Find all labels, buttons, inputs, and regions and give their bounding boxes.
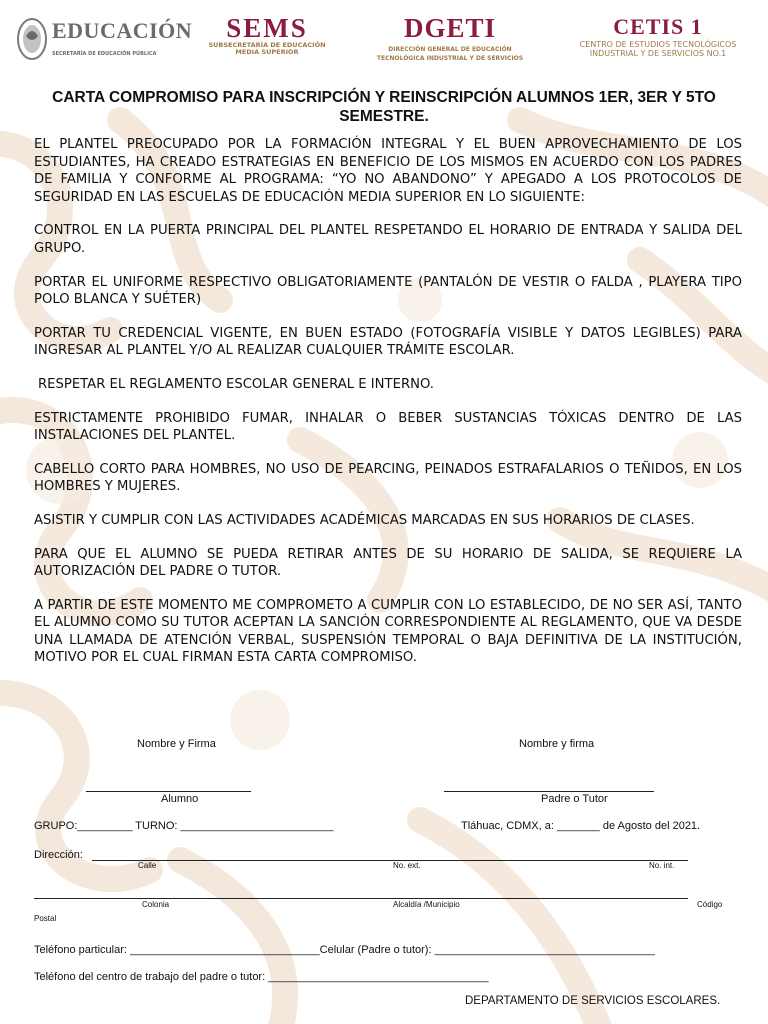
signature-line-alumno[interactable]: [86, 791, 251, 792]
direccion-line[interactable]: [92, 860, 688, 861]
paragraph-asistir: ASISTIR Y CUMPLIR CON LAS ACTIVIDADES ACADÉMICAS MARCADAS EN SUS HORARIOS DE CLASES.: [34, 512, 695, 528]
postal-label: Postal: [34, 914, 57, 923]
cetis-subtitle-2: INDUSTRIAL Y DE SERVICIOS NO.1: [589, 49, 727, 58]
dgeti-title: DGETI: [403, 13, 497, 43]
signature-role-tutor: Padre o Tutor: [541, 793, 608, 805]
seal-icon: [16, 14, 48, 64]
paragraph-intro: EL PLANTEL PREOCUPADO POR LA FORMACIÓN INTEGRAL Y EL BUEN APROVECHAMIENTO DE LOS ESTUDIANTES, HA CREADO ESTRATEGIAS EN BENEFICIO DE LOS MISMOS EN ACUERDO CON LOS PADRES DE FAMILIA Y CONFORME AL PROGRAMA: “YO NO ABANDONO” Y APEGADO A LOS PROTOCOLOS DE SEGURIDAD EN LAS ESCUELAS DE EDUCACIÓN MEDIA SUPERIOR EN LO SIGUIENTE:: [34, 137, 742, 205]
sems-title: SEMS: [226, 13, 308, 43]
header-logos: [0, 12, 768, 72]
alcaldia-label: Alcaldía /Municipio: [393, 900, 460, 909]
colonia-line[interactable]: [34, 898, 688, 899]
signature-label-tutor: Nombre y firma: [519, 738, 595, 750]
dgeti-logo: [358, 12, 542, 62]
no-ext-label: No. ext.: [393, 861, 421, 870]
direccion-label: Dirección:: [34, 849, 83, 861]
telefono-field[interactable]: Teléfono particular: _______________________________Celular (Padre o tutor): ____________________________________: [34, 944, 655, 956]
telefono-trabajo-field[interactable]: Teléfono del centro de trabajo del padre o tutor: ____________________________________: [34, 971, 489, 983]
educacion-subtitle: SECRETARÍA DE EDUCACIÓN PÚBLICA: [52, 51, 157, 57]
cetis-logo: [560, 14, 756, 58]
paragraph-cabello: CABELLO CORTO PARA HOMBRES, NO USO DE PEARCING, PEINADOS ESTRAFALARIOS O TEÑIDOS, EN LOS HOMBRES Y MUJERES.: [34, 461, 742, 495]
paragraph-uniforme: PORTAR EL UNIFORME RESPECTIVO OBLIGATORIAMENTE (PANTALÓN DE VESTIR O FALDA , PLAYERA TIPO POLO BLANCA Y SUÉTER): [34, 274, 742, 308]
sems-subtitle-1: SUBSECRETARÍA DE EDUCACIÓN: [208, 41, 326, 49]
paragraph-retirar: PARA QUE EL ALUMNO SE PUEDA RETIRAR ANTES DE SU HORARIO DE SALIDA, SE REQUIERE LA AUTORIZACIÓN DEL PADRE O TUTOR.: [34, 546, 742, 580]
signature-role-alumno: Alumno: [161, 793, 199, 805]
dgeti-subtitle-1: DIRECCIÓN GENERAL DE EDUCACIÓN: [388, 46, 512, 53]
paragraph-credencial: PORTAR TU CREDENCIAL VIGENTE, EN BUEN ESTADO (FOTOGRAFÍA VISIBLE Y DATOS LEGIBLES) PARA INGRESAR AL PLANTEL Y/O AL REALIZAR CUALQUIER TRÁMITE ESCOLAR.: [34, 325, 742, 359]
dgeti-subtitle-2: TECNOLÓGICA INDUSTRIAL Y DE SERVICIOS: [376, 55, 524, 62]
paragraph-prohibido: ESTRICTAMENTE PROHIBIDO FUMAR, INHALAR O BEBER SUSTANCIAS TÓXICAS DENTRO DE LAS INSTALACIONES DEL PLANTEL.: [34, 410, 742, 444]
sems-logo: [192, 14, 342, 56]
signature-line-tutor[interactable]: [444, 791, 654, 792]
signature-label-alumno: Nombre y Firma: [137, 738, 216, 750]
educacion-logo: [16, 14, 193, 66]
cetis-title: CETIS 1: [613, 14, 703, 39]
departamento-label: DEPARTAMENTO DE SERVICIOS ESCOLARES.: [465, 995, 721, 1007]
calle-label: Calle: [138, 861, 157, 870]
paragraph-reglamento: RESPETAR EL REGLAMENTO ESCOLAR GENERAL E INTERNO.: [38, 376, 435, 392]
fecha-field[interactable]: Tláhuac, CDMX, a: _______ de Agosto del 2021.: [461, 820, 701, 832]
cetis-subtitle-1: CENTRO DE ESTUDIOS TECNOLÓGICOS: [579, 40, 737, 49]
paragraph-control: CONTROL EN LA PUERTA PRINCIPAL DEL PLANTEL RESPETANDO EL HORARIO DE ENTRADA Y SALIDA DEL GRUPO.: [34, 223, 742, 256]
paragraph-compromiso: A PARTIR DE ESTE MOMENTO ME COMPROMETO A CUMPLIR CON LO ESTABLECIDO, DE NO SER ASÍ, TANTO EL ALUMNO COMO SU TUTOR ACEPTAN LA SANCIÓN CORRESPONDIENTE AL REGLAMENTO, QUE VA DESDE UNA LLAMADA DE ATENCIÓN VERBAL, SUSPENSIÓN TEMPORAL O BAJA DEFINITIVA DE LA INSTITUCIÓN, MOTIVO POR EL CUAL FIRMAN ESTA CARTA COMPROMISO.: [34, 597, 742, 666]
grupo-turno-field[interactable]: GRUPO:_________ TURNO: _________________________: [34, 820, 334, 832]
document-body: [34, 136, 742, 683]
educacion-title: EDUCACIÓN: [52, 18, 193, 43]
codigo-label: Código: [697, 900, 723, 909]
no-int-label: No. int.: [649, 861, 675, 870]
colonia-label: Colonia: [142, 900, 170, 909]
document-title: CARTA COMPROMISO PARA INSCRIPCIÓN Y REINSCRIPCIÓN ALUMNOS 1ER, 3ER Y 5TO SEMESTRE.: [52, 89, 716, 125]
sems-subtitle-2: MEDIA SUPERIOR: [235, 48, 299, 56]
